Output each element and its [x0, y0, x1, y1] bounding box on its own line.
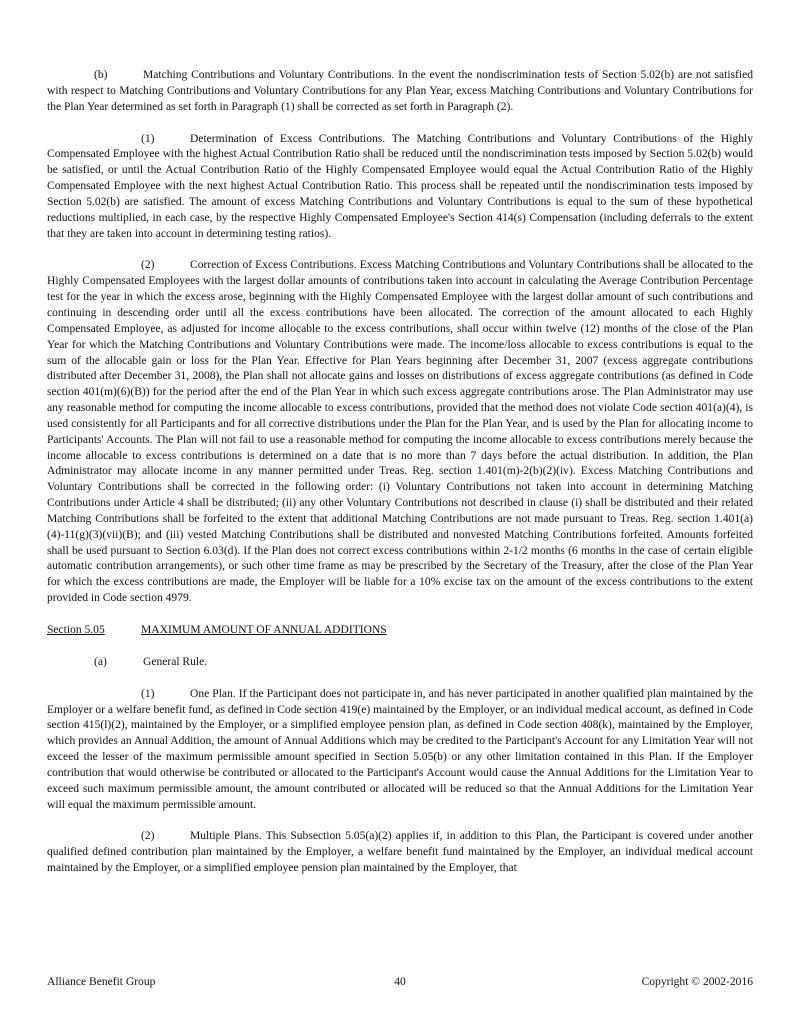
paragraph-a-text: General Rule. — [143, 655, 208, 668]
paragraph-a2-label: (2) — [141, 830, 155, 843]
paragraph-a1 — [47, 687, 753, 814]
paragraph-b1 — [47, 132, 753, 243]
paragraph-a1-text: One Plan. If the Participant does not participate in, and has never participated in another qualified plan maintained by the Employer or a welfare benefit fund, as defined in Code section 419(e) maintained by the Employer, or an individual medical account, as defined in Code section 415(l)(2), maintained by the Employer, or a simplified employee pension plan, as defined in Code section 408(k), maintained by the Employer, which provides an Annual Addition, the amount of Annual Additions which may be credited to the Participant's Account for any Limitation Year will not exceed the lesser of the maximum permissible amount specified in Section 5.05(b) or any other limitation contained in this Plan. If the Employer contribution that would otherwise be contributed or allocated to the Participant's Account would cause the Annual Additions for the Limitation Year to exceed such maximum permissible amount, the amount contributed or allocated will be reduced so that the Annual Additions for the Limitation Year will equal the maximum permissible amount. — [47, 687, 753, 811]
paragraph-b2-text: Correction of Excess Contributions. Excess Matching Contributions and Voluntary Contributions shall be allocated to the Highly Compensated Employees with the largest dollar amounts of contributions taken into account in calculating the Average Contribution Percentage test for the year in which the excess arose, beginning with the Highly Compensated Employee with the largest dollar amount of such contributions and continuing in descending order until all the excess contributions have been allocated. The correction of the amount allocated to each Highly Compensated Employee, as adjusted for income allocable to the excess contributions, shall occur within twelve (12) months of the close of the Plan Year for which the Matching Contributions and Voluntary Contributions were made. The income/loss allocable to excess contributions is equal to the sum of the allocable gain or loss for the Plan Year. Effective for Plan Years beginning after December 31, 2007 (excess aggregate contributions distributed after December 31, 2008), the Plan shall not allocate gains and losses on distributions of excess aggregate contributions (as defined in Code section 401(m)(6)(B)) for the period after the end of the Plan Year in which such excess aggregate contributions arose. The Plan Administrator may use any reasonable method for computing the income allocable to excess contributions, provided that the method does not violate Code section 401(a)(4), is used consistently for all Participants and for all corrective distributions under the Plan for the Plan Year, and is used by the Plan for allocating income to Participants' Accounts. The Plan will not fail to use a reasonable method for computing the income allocable to excess contributions merely because the income allocable to excess contributions is determined on a date that is no more than 7 days before the actual distribution. In addition, the Plan Administrator may allocate income in any manner permitted under Treas. Reg. section 1.401(m)-2(b)(2)(iv). Excess Matching Contributions and Voluntary Contributions shall be corrected in the following order: (i) Voluntary Contributions not taken into account in determining Matching Contributions under Article 4 shall be distributed; (ii) any other Voluntary Contributions not described in clause (i) shall be distributed and their related Matching Contributions shall be forfeited to the extent that additional Matching Contributions are not made pursuant to Treas. Reg. section 1.401(a)(4)-11(g)(3)(vii)(B); and (iii) vested Matching Contributions shall be distributed and nonvested Matching Contributions forfeited. Amounts forfeited shall be used pursuant to Section 6.03(d). If the Plan does not correct excess contributions within 2-1/2 months (6 months in the case of certain eligible automatic contribution arrangements), or such other time frame as may be prescribed by the Secretary of the Treasury, after the close of the Plan Year for which the excess contributions are made, the Employer will be liable for a 10% excise tax on the amount of the excess contributions to the extent provided in Code section 4979. — [47, 259, 753, 605]
paragraph-a-label: (a) — [94, 655, 107, 668]
section-heading — [47, 623, 753, 639]
footer-company: Alliance Benefit Group — [47, 976, 156, 988]
document-page — [47, 68, 753, 877]
paragraph-b — [47, 68, 753, 116]
section-title: MAXIMUM AMOUNT OF ANNUAL ADDITIONS — [141, 624, 387, 636]
paragraph-b2 — [47, 258, 753, 607]
paragraph-b1-label: (1) — [141, 132, 155, 145]
paragraph-a1-label: (1) — [141, 687, 155, 700]
paragraph-b2-label: (2) — [141, 259, 155, 272]
paragraph-b-label: (b) — [94, 69, 108, 81]
footer-copyright: Copyright © 2002-2016 — [641, 976, 753, 988]
paragraph-a — [47, 655, 753, 671]
paragraph-b-text: Matching Contributions and Voluntary Contributions. In the event the nondiscrimination tests of Section 5.02(b) are not satisfied with respect to Matching Contributions and Voluntary Contributions for any Plan Year, excess Matching Contributions and Voluntary Contributions for the Plan Year determined as set forth in Paragraph (1) shall be corrected as set forth in Paragraph (2). — [47, 69, 753, 113]
page-footer — [47, 975, 753, 991]
section-number: Section 5.05 — [47, 624, 105, 636]
page-number: 40 — [394, 976, 406, 988]
paragraph-a2-text: Multiple Plans. This Subsection 5.05(a)(2) applies if, in addition to this Plan, the Participant is covered under another qualified defined contribution plan maintained by the Employer, a welfare benefit fund maintained by the Employer, an individual medical account maintained by the Employer, or a simplified employee pension plan maintained by the Employer, that — [47, 830, 753, 875]
paragraph-a2 — [47, 829, 753, 877]
paragraph-b1-text: Determination of Excess Contributions. The Matching Contributions and Voluntary Contributions of the Highly Compensated Employee with the highest Actual Contribution Ratio shall be reduced until the nondiscrimination tests imposed by Section 5.02(b) would be satisfied, or until the Actual Contribution Ratio of the Highly Compensated Employee would equal the Actual Contribution Ratio of the Highly Compensated Employee with the next highest Actual Contribution Ratio. This process shall be repeated until the nondiscrimination tests imposed by Section 5.02(b) are satisfied. The amount of excess Matching Contributions and Voluntary Contributions is equal to the sum of these hypothetical reductions multiplied, in each case, by the respective Highly Compensated Employee's Section 414(s) Compensation (including deferrals to the extent that they are taken into account in determining testing ratios). — [47, 132, 753, 240]
